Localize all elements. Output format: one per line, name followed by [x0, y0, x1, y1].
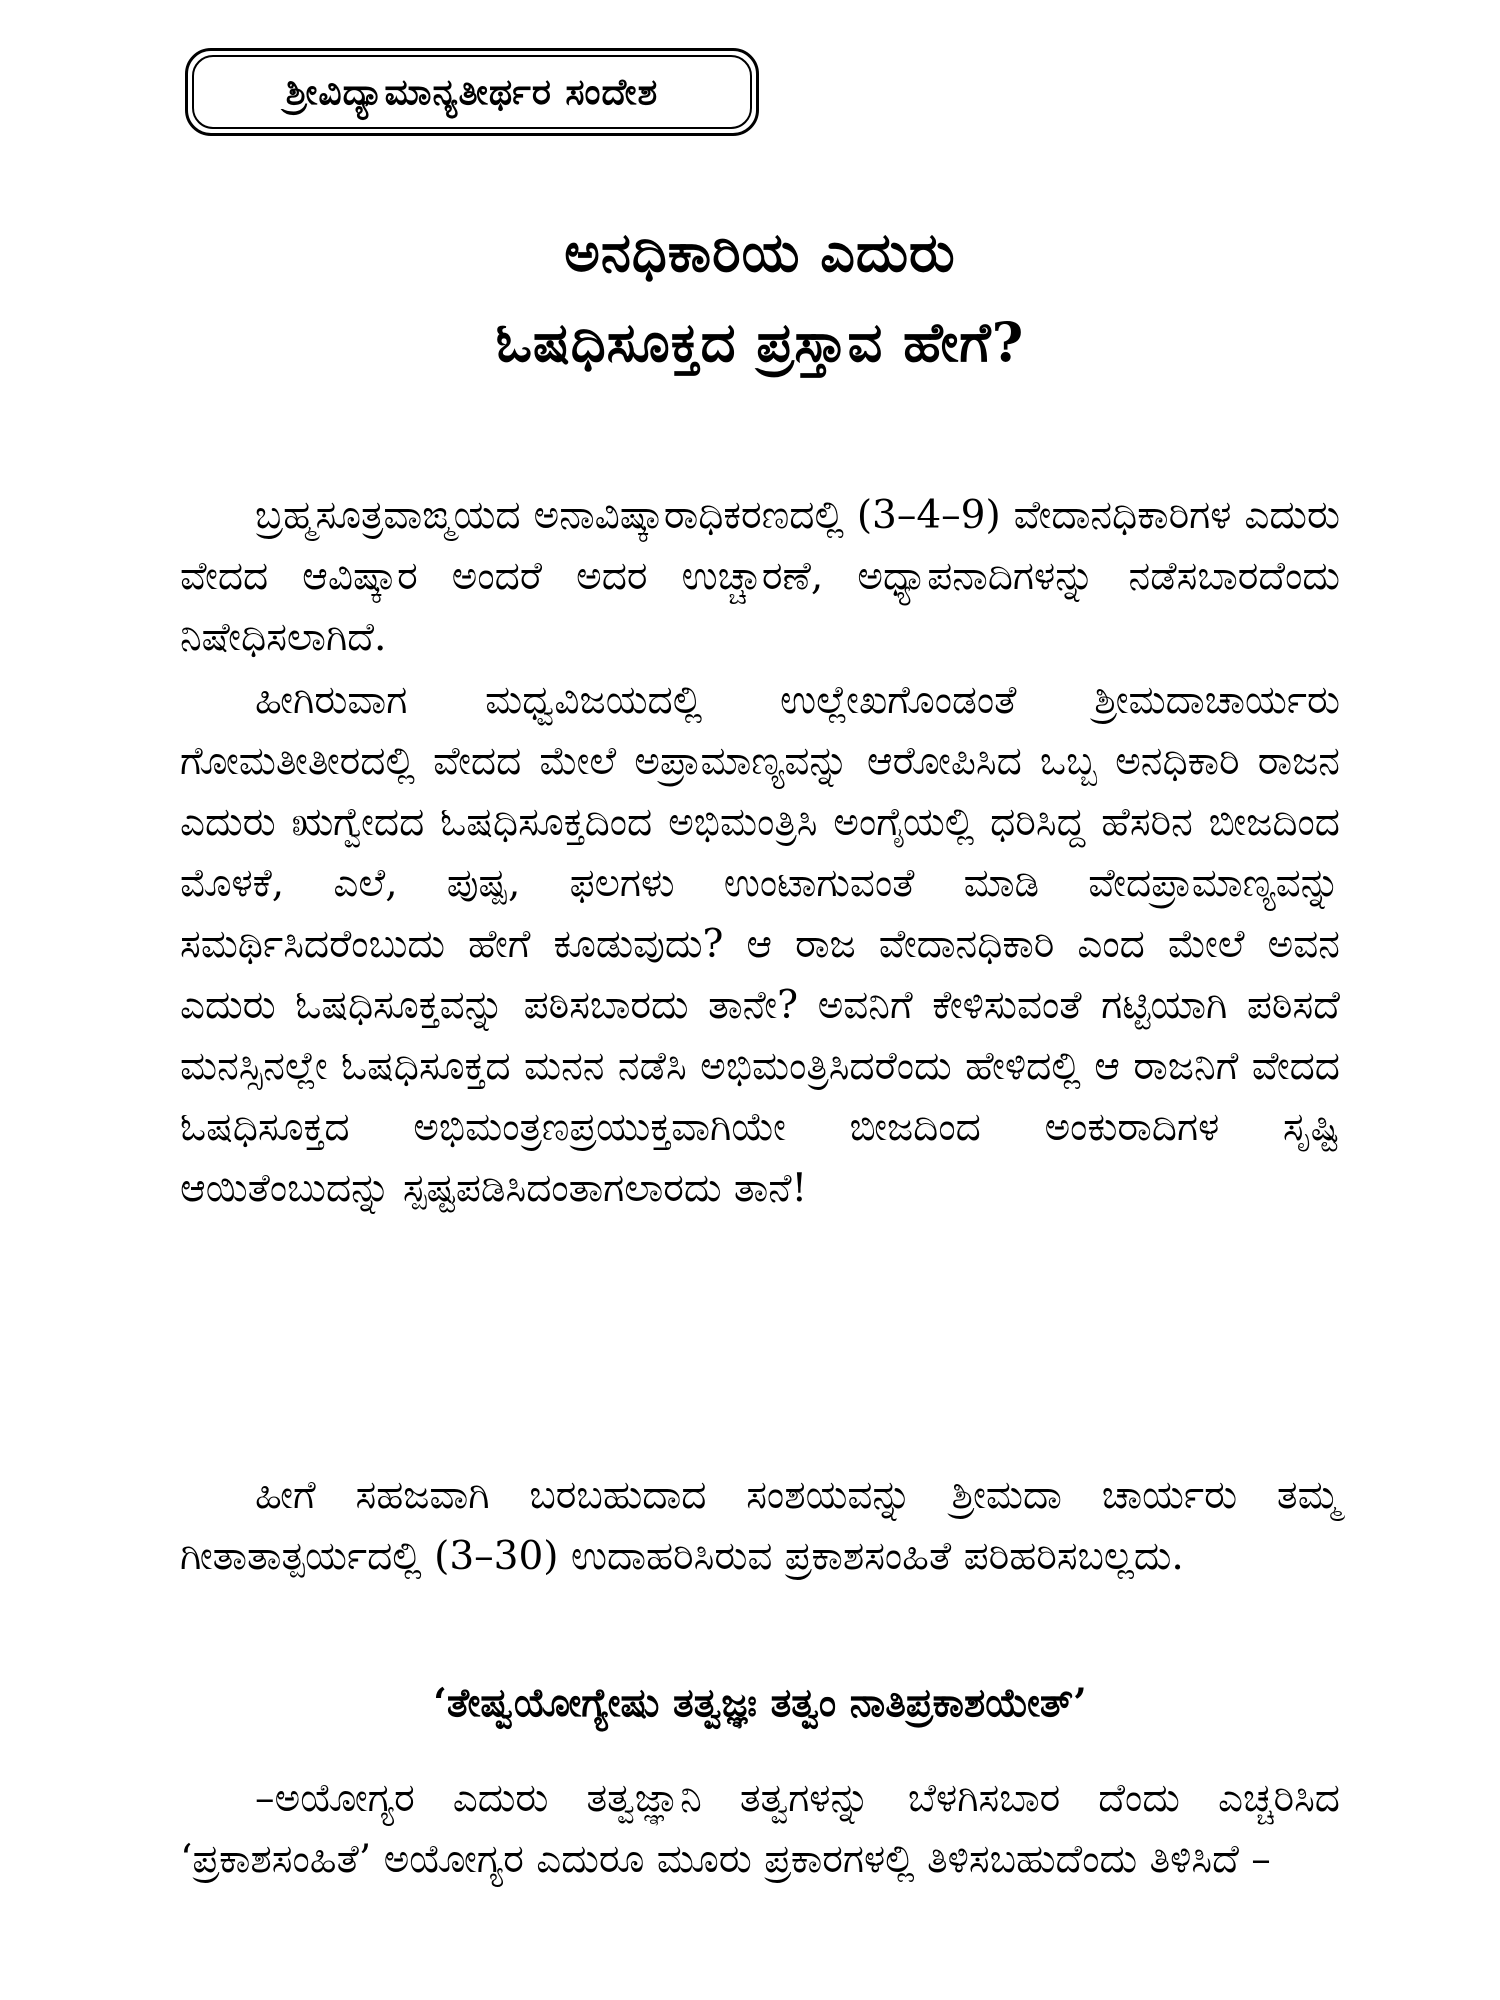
paragraph-2-text: ಹೀಗಿರುವಾಗ ಮಧ್ವವಿಜಯದಲ್ಲಿ ಉಲ್ಲೇಖಗೊಂಡಂತೆ ಶ್ರೀಮದಾಚಾರ್ಯರು ಗೋಮತೀತೀರದಲ್ಲಿ ವೇದದ ಮೇಲೆ ಅಪ್ರಾಮಾಣ್ಯವನ್ನು ಆರೋಪಿಸಿದ ಒಬ್ಬ ಅನಧಿಕಾರಿ ರಾಜನ ಎದುರು ಋಗ್ವೇದದ ಓಷಧಿಸೂಕ್ತದಿಂದ ಅಭಿಮಂತ್ರಿಸಿ ಅಂಗೈಯಲ್ಲಿ ಧರಿಸಿದ್ದ ಹೆಸರಿನ ಬೀಜದಿಂದ ಮೊಳಕೆ, ಎಲೆ, ಪುಷ್ಪ, ಫಲಗಳು ಉಂಟಾಗುವಂತೆ ಮಾಡಿ ವೇದಪ್ರಾಮಾಣ್ಯವನ್ನು ಸಮರ್ಥಿಸಿದರೆಂಬುದು ಹೇಗೆ ಕೂಡುವುದು? ಆ ರಾಜ ವೇದಾನಧಿಕಾರಿ ಎಂದ ಮೇಲೆ ಅವನ ಎದುರು ಓಷಧಿಸೂಕ್ತವನ್ನು ಪಠಿಸಬಾರದು ತಾನೇ? ಅವನಿಗೆ ಕೇಳಿಸುವಂತೆ ಗಟ್ಟಿಯಾಗಿ ಪಠಿಸದೆ ಮನಸ್ಸಿನಲ್ಲೇ ಓಷಧಿಸೂಕ್ತದ ಮನನ ನಡೆಸಿ ಅಭಿಮಂತ್ರಿಸಿದರೆಂದು ಹೇಳಿದಲ್ಲಿ ಆ ರಾಜನಿಗೆ ವೇದದ ಓಷಧಿಸೂಕ್ತದ ಅಭಿಮಂತ್ರಣಪ್ರಯುಕ್ತವಾಗಿಯೇ ಬೀಜದಿಂದ ಅಂಕುರಾದಿಗಳ ಸೃಷ್ಟಿ ಆಯಿತೆಂಬುದನ್ನು ಸ್ಪಷ್ಟಪಡಿಸಿದಂತಾಗಲಾರದು ತಾನೆ!: [180, 678, 1340, 1211]
header-box: [185, 48, 759, 136]
paragraph-1-text: ಬ್ರಹ್ಮಸೂತ್ರವಾಙ್ಮಯದ ಅನಾವಿಷ್ಕಾರಾಧಿಕರಣದಲ್ಲಿ (3–4–9) ವೇದಾನಧಿಕಾರಿಗಳ ಎದುರು ವೇದದ ಆವಿಷ್ಕಾರ ಅಂದರೆ ಅದರ ಉಚ್ಚಾರಣೆ, ಅಧ್ಯಾಪನಾದಿಗಳನ್ನು ನಡೆಸಬಾರದೆಂದು ನಿಷೇಧಿಸಲಾಗಿದೆ.: [180, 493, 1340, 660]
paragraph-3: [180, 1465, 1340, 1587]
paragraph-2: [180, 670, 1340, 1219]
paragraph-3-text: ಹೀಗೆ ಸಹಜವಾಗಿ ಬರಬಹುದಾದ ಸಂಶಯವನ್ನು ಶ್ರೀಮದಾ ಚಾರ್ಯರು ತಮ್ಮ ಗೀತಾತಾತ್ಪರ್ಯದಲ್ಲಿ (3–30) ಉದಾಹರಿಸಿರುವ ಪ್ರಕಾಶಸಂಹಿತೆ ಪರಿಹರಿಸಬಲ್ಲದು.: [180, 1473, 1340, 1579]
paragraph-4-text: –ಅಯೋಗ್ಯರ ಎದುರು ತತ್ವಜ್ಞಾನಿ ತತ್ವಗಳನ್ನು ಬೆಳಗಿಸಬಾರ ದೆಂದು ಎಚ್ಚರಿಸಿದ ‘ಪ್ರಕಾಶಸಂಹಿತೆ’ ಅಯೋಗ್ಯರ ಎದುರೂ ಮೂರು ಪ್ರಕಾರಗಳಲ್ಲಿ ತಿಳಿಸಬಹುದೆಂದು ತಿಳಿಸಿದೆ –: [180, 1776, 1340, 1882]
paragraph-4: [180, 1768, 1340, 1890]
title-line-2: ಓಷಧಿಸೂಕ್ತದ ಪ್ರಸ್ತಾವ ಹೇಗೆ?: [495, 310, 1025, 374]
sloka-quote: ‘ತೇಷ್ವಯೋಗ್ಯೇಷು ತತ್ವಜ್ಞಃ ತತ್ವಂ ನಾತಿಪ್ರಕಾಶಯೇತ್’: [433, 1680, 1087, 1726]
title-line-1: ಅನಧಿಕಾರಿಯ ಎದುರು: [564, 220, 956, 284]
header-label: ಶ್ರೀವಿದ್ಯಾಮಾನ್ಯತೀರ್ಥರ ಸಂದೇಶ: [285, 70, 659, 113]
paragraph-1: [180, 485, 1340, 668]
